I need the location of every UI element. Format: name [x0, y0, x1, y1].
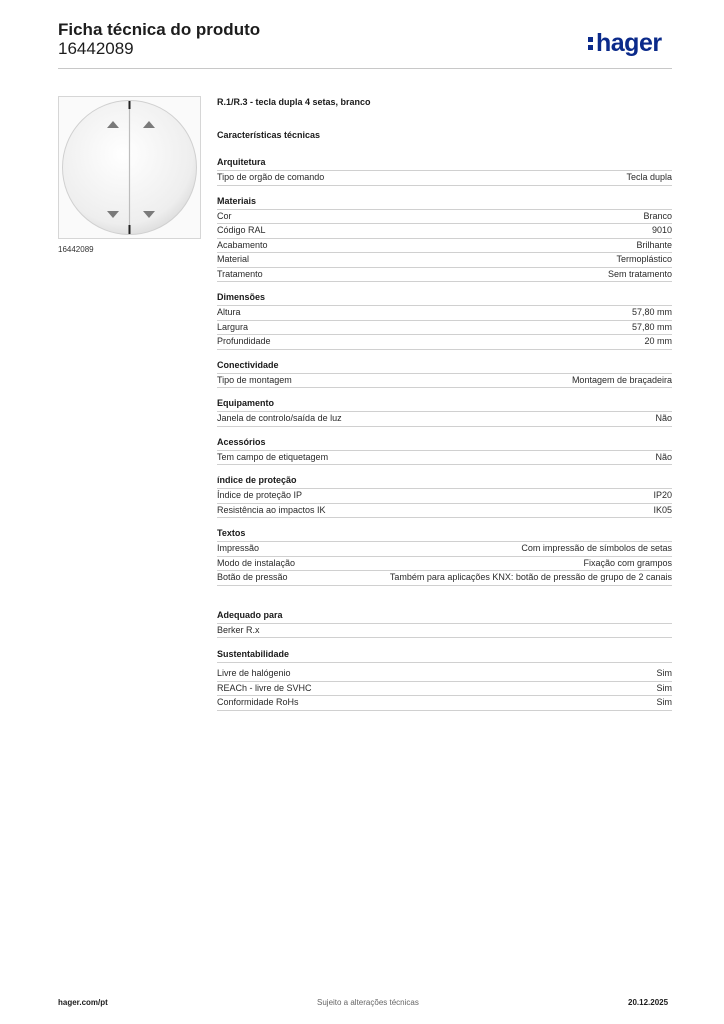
spec-label: Modo de instalação — [217, 557, 296, 568]
spec-row — [217, 268, 672, 283]
spec-row — [217, 504, 672, 519]
spec-row — [217, 489, 672, 504]
footer-website: hager.com/pt — [58, 998, 108, 1007]
page-title: Ficha técnica do produto — [58, 20, 261, 39]
logo-colon-icon — [588, 33, 595, 55]
spec-value: Também para aplicações KNX: botão de pressão de grupo de 2 canais — [389, 572, 672, 582]
spec-value: Sem tratamento — [607, 268, 672, 279]
spec-label: Tipo de montagem — [217, 374, 292, 385]
spec-value: Montagem de braçadeira — [571, 374, 672, 385]
spec-label: Material — [217, 254, 250, 264]
spec-value: 20 mm — [644, 336, 672, 346]
spec-value: IK05 — [653, 504, 672, 515]
spec-label: Tipo de orgão de comando — [217, 172, 325, 182]
spec-value: Sim — [656, 668, 672, 678]
spec-row — [217, 696, 672, 711]
spec-row — [217, 542, 672, 557]
double-rocker-switch-icon — [59, 97, 200, 238]
spec-row — [217, 451, 672, 466]
spec-value: Fixação com grampos — [583, 557, 672, 568]
spec-value: Termoplástico — [616, 254, 672, 264]
section-heading: Textos — [217, 528, 672, 542]
spec-row — [217, 624, 672, 639]
section-heading: Materiais — [217, 196, 672, 210]
section-heading: índice de proteção — [217, 475, 672, 489]
spec-label: Tem campo de etiquetagem — [217, 451, 329, 462]
spec-label: Tratamento — [217, 268, 263, 279]
section-heading: Dimensões — [217, 292, 672, 306]
spec-row — [217, 171, 672, 186]
spec-value: 9010 — [651, 225, 672, 235]
spec-label: Altura — [217, 307, 241, 317]
section-heading: Equipamento — [217, 398, 672, 412]
spec-label: Conformidade RoHs — [217, 697, 299, 707]
spec-row — [217, 335, 672, 350]
spec-row — [217, 374, 672, 389]
section-heading: Sustentabilidade — [217, 649, 672, 663]
spec-label: Livre de halógenio — [217, 668, 291, 678]
section-heading: Acessórios — [217, 437, 672, 451]
logo-text: hager — [596, 29, 662, 57]
spec-label: Botão de pressão — [217, 572, 288, 582]
spec-content — [217, 97, 672, 711]
spec-label: Resistência ao impactos IK — [217, 504, 326, 515]
spec-row — [217, 571, 672, 586]
spec-row — [217, 210, 672, 225]
header-divider — [58, 68, 672, 69]
spec-label: Janela de controlo/saída de luz — [217, 413, 342, 423]
spec-row — [217, 253, 672, 268]
spec-label: Impressão — [217, 543, 260, 553]
spec-row — [217, 682, 672, 697]
spec-value: Não — [655, 413, 672, 423]
spec-row — [217, 321, 672, 336]
hager-logo — [588, 28, 676, 58]
spec-sections — [217, 143, 672, 711]
image-caption: 16442089 — [58, 245, 94, 254]
spec-row — [217, 224, 672, 239]
spec-value: Sim — [656, 682, 672, 693]
spec-label: Acabamento — [217, 239, 268, 250]
spec-row — [217, 239, 672, 254]
spec-value: Não — [655, 451, 672, 462]
spec-row — [217, 667, 672, 682]
spec-value: 57,80 mm — [631, 321, 672, 332]
spec-label: Largura — [217, 321, 249, 332]
footer-date: 20.12.2025 — [628, 998, 669, 1007]
characteristics-heading: Características técnicas — [217, 130, 321, 140]
spec-row — [217, 306, 672, 321]
spec-value: Brilhante — [636, 239, 672, 250]
spec-value: 57,80 mm — [631, 307, 672, 317]
spec-row — [217, 557, 672, 572]
spec-label: Profundidade — [217, 336, 271, 346]
spec-value: Branco — [643, 210, 672, 221]
spec-label: Cor — [217, 210, 232, 221]
spec-label: Berker R.x — [217, 624, 260, 635]
spec-row — [217, 412, 672, 427]
spec-value: IP20 — [653, 490, 672, 500]
section-heading: Adequado para — [217, 610, 672, 624]
spec-label: REACh - livre de SVHC — [217, 682, 312, 693]
product-image — [58, 96, 201, 239]
spec-value: Tecla dupla — [626, 172, 672, 182]
spec-value: Com impressão de símbolos de setas — [521, 543, 672, 553]
spec-value: Sim — [656, 697, 672, 707]
spec-label: Índice de proteção IP — [217, 490, 303, 500]
section-heading: Conectividade — [217, 360, 672, 374]
product-number: 16442089 — [58, 39, 134, 58]
spec-label: Código RAL — [217, 225, 266, 235]
footer-disclaimer: Sujeito a alterações técnicas — [317, 998, 419, 1007]
section-heading: Arquitetura — [217, 157, 672, 171]
product-title: R.1/R.3 - tecla dupla 4 setas, branco — [217, 97, 371, 107]
